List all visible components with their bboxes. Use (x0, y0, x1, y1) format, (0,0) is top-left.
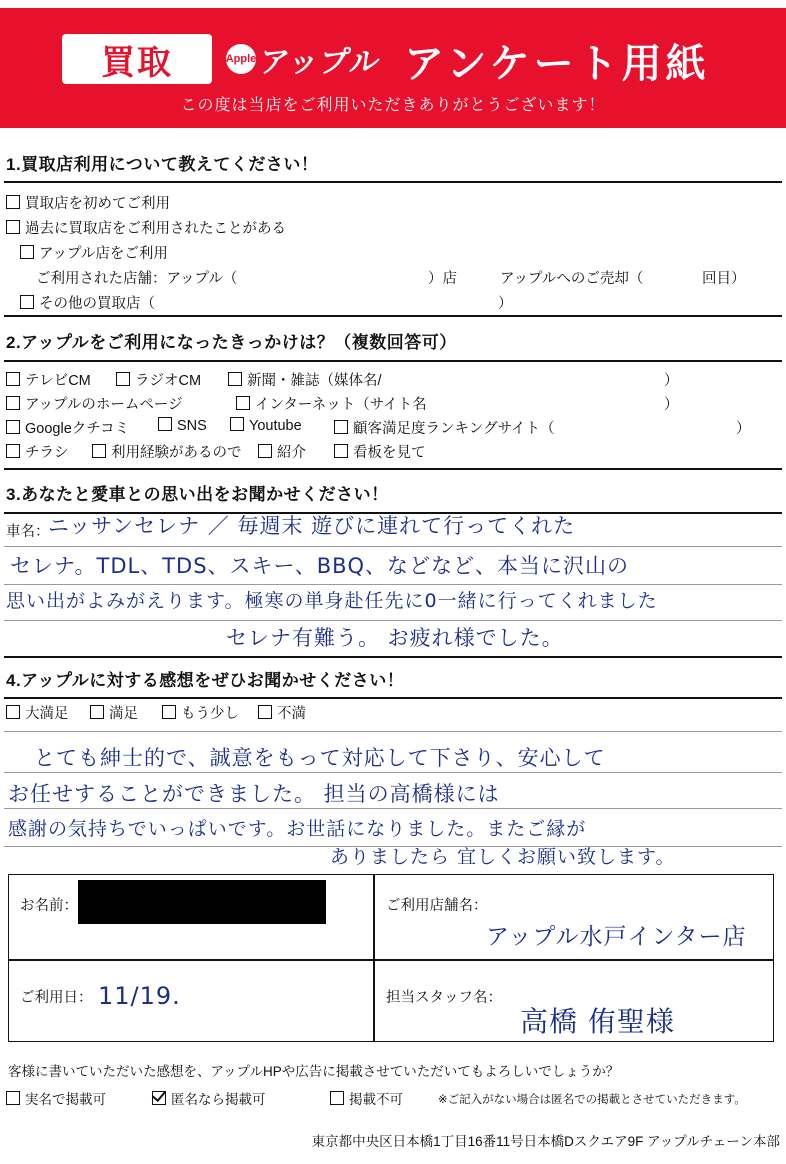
q2-option-signboard[interactable] (334, 441, 426, 462)
q2-option-sns[interactable] (158, 417, 207, 434)
q4-answer-line-4: ありましたら 宜しくお願い致します。 (330, 846, 676, 868)
q2-option-internet[interactable] (236, 393, 427, 414)
checkbox-icon[interactable] (334, 444, 348, 458)
q2-option-label: チラシ (25, 445, 69, 461)
consent-note: ※ご記入がない場合は匿名での掲載とさせていただきます。 (438, 1094, 746, 1106)
q2-option-referral[interactable] (258, 441, 306, 462)
checkbox-icon[interactable] (6, 1091, 20, 1105)
q4-divider (4, 697, 782, 699)
q1-heading: 1.買取店利用について教えてください！ (6, 155, 319, 174)
date-field-label: ご利用日： (20, 990, 93, 1006)
q2-option-label: 紹介 (277, 445, 306, 461)
checkbox-icon[interactable] (334, 420, 348, 434)
store-field-value: アップル水戸インター店 (486, 924, 747, 950)
consent-question: 客様に書いていただいた感想を、アップルHPや広告に掲載させていただいてもよろしいでしょうか？ (8, 1064, 620, 1079)
checkbox-icon[interactable] (6, 195, 20, 209)
q4-option-dissatisfied[interactable] (258, 702, 306, 723)
q4-option-label: 満足 (109, 706, 138, 722)
kaitori-badge-label: 買取 (101, 42, 173, 83)
q4-option-label: もう少し (181, 706, 239, 722)
apple-logo-mark: Apple (225, 53, 257, 65)
q1-option-first-time[interactable] (6, 192, 170, 213)
checkbox-icon[interactable] (90, 705, 104, 719)
q4-heading: 4.アップルに対する感想をぜひお聞かせください！ (6, 671, 405, 690)
q2-option-ranking-site[interactable] (334, 417, 555, 438)
checkbox-icon[interactable] (6, 396, 20, 410)
q3-rule-2 (4, 584, 782, 585)
consent-option-anonymous[interactable] (152, 1088, 266, 1108)
q3-answer-line-2: セレナ。TDL、TDS、スキー、BBQ、などなど、本当に沢山の (10, 554, 630, 578)
q1-option-label: アップル店をご利用 (39, 246, 168, 262)
q1-store-name-close: ）店 (428, 271, 457, 287)
q4-option-very-satisfied[interactable] (6, 702, 69, 723)
q2-option-newspaper[interactable] (228, 369, 382, 390)
q2-divider (4, 360, 782, 362)
checkbox-icon[interactable] (92, 444, 106, 458)
checkbox-icon[interactable] (330, 1091, 344, 1105)
checkbox-icon[interactable] (158, 417, 172, 431)
checkbox-icon[interactable] (258, 705, 272, 719)
checkbox-icon[interactable] (6, 220, 20, 234)
checkbox-icon[interactable] (20, 295, 34, 309)
q2-option-experience[interactable] (92, 441, 242, 462)
q4-answer-line-1: とても紳士的で、誠意をもって対応して下さり、安心して (34, 746, 606, 770)
q2-option-flyer[interactable] (6, 441, 69, 462)
header-banner (0, 8, 786, 128)
q4-answer-line-2: お任せすることができました。 担当の高橋様には (8, 782, 500, 806)
q3-answer-line-4: セレナ有難う。 お疲れ様でした。 (226, 626, 564, 650)
q1-option-label: 過去に買取店をご利用されたことがある (25, 221, 286, 237)
q3-car-name-label: 車名： (6, 524, 50, 540)
q4-option-label: 不満 (277, 706, 306, 722)
q2-option-tvcm[interactable] (6, 369, 91, 390)
q3-answer-line-1: ニッサンセレナ ／ 毎週末 遊びに連れて行ってくれた (48, 514, 576, 538)
q4-rule-2 (4, 808, 782, 809)
kaitori-badge (62, 34, 212, 84)
checkbox-icon[interactable] (236, 396, 250, 410)
q1-option-apple-store[interactable] (20, 242, 168, 263)
checkbox-icon[interactable] (162, 705, 176, 719)
q1-store-name-field[interactable] (36, 267, 237, 288)
q1-store-name-label: ご利用された店舗：アップル（ (36, 271, 238, 287)
store-field-label: ご利用店舗名： (386, 898, 488, 914)
q3-answer-line-3: 思い出がよみがえります。極寒の単身赴任先に0一緒に行ってくれました (6, 590, 658, 612)
checkbox-icon[interactable] (258, 444, 272, 458)
checkbox-icon[interactable] (228, 372, 242, 386)
q4-rule-1 (4, 772, 782, 773)
q2-option-label: 新聞・雑誌（媒体名/ (247, 373, 382, 389)
q2-option-radiocm[interactable] (116, 369, 201, 390)
q2-row1-close: ） (664, 373, 679, 389)
checkbox-icon[interactable] (230, 417, 244, 431)
q2-option-google-review[interactable] (6, 417, 129, 438)
checkbox-icon[interactable] (6, 420, 20, 434)
checkbox-icon[interactable] (6, 372, 20, 386)
q2-option-label: テレビCM (25, 373, 91, 389)
q2-option-label: 看板を見て (353, 445, 426, 461)
q2-option-homepage[interactable] (6, 393, 183, 414)
q1-bottom-divider (4, 315, 782, 317)
q1-sale-count-unit: 回目） (702, 271, 746, 287)
q2-bottom-divider (4, 468, 782, 470)
company-address: 東京都中央区日本橋1丁目16番11号日本橋Dスクエア9F アップルチェーン本部 (311, 1134, 780, 1149)
q2-option-label: Youtube (249, 418, 302, 434)
staff-field-value: 高橋 侑聖様 (520, 1005, 675, 1038)
q3-rule-1 (4, 546, 782, 547)
q1-sale-count-label: アップルへのご売却（ (500, 271, 644, 287)
banner-title: アンケート用紙 (404, 42, 710, 86)
q1-divider (4, 181, 782, 183)
q4-option-a-little-more[interactable] (162, 702, 239, 723)
q2-row3-close: ） (736, 421, 751, 437)
apple-logo (226, 34, 381, 84)
apple-logo-word: アップル (257, 46, 383, 79)
q2-option-label: 顧客満足度ランキングサイト（ (353, 421, 555, 437)
q1-option-label: 買取店を初めてご利用 (25, 196, 170, 212)
q3-rule-3 (4, 620, 782, 621)
q2-option-label: SNS (177, 418, 207, 434)
consent-option-label: 掲載不可 (349, 1092, 403, 1107)
q4-rule-0 (4, 731, 782, 732)
consent-option-label: 匿名なら掲載可 (171, 1092, 266, 1107)
apple-logo-icon (226, 44, 256, 74)
q1-option-used-before[interactable] (6, 217, 286, 238)
staff-field-label: 担当スタッフ名： (386, 990, 502, 1006)
consent-option-label: 実名で掲載可 (25, 1092, 106, 1107)
checkbox-icon[interactable] (6, 705, 20, 719)
name-redaction (78, 880, 326, 924)
checkbox-icon[interactable] (116, 372, 130, 386)
q2-option-youtube[interactable] (230, 417, 302, 434)
q1-option-other-close: ） (498, 296, 513, 312)
q1-option-other-store[interactable] (20, 292, 155, 313)
q2-option-label: アップルのホームページ (25, 397, 183, 413)
q4-option-satisfied[interactable] (90, 702, 138, 723)
date-field-value: 11/19. (98, 982, 181, 1010)
q4-answer-line-3: 感謝の気持ちでいっぱいです。お世話になりました。またご縁が (8, 818, 587, 840)
checkbox-icon[interactable] (6, 444, 20, 458)
q2-row2-close: ） (664, 397, 679, 413)
name-field-label: お名前： (20, 898, 78, 914)
checkbox-icon[interactable] (20, 245, 34, 259)
banner-subtitle: この度は当店をご利用いただきありがとうございます！ (180, 97, 606, 114)
q3-heading: 3.あなたと愛車との思い出をお聞かせください！ (6, 485, 389, 504)
checkbox-checked-icon[interactable] (152, 1091, 166, 1105)
q2-option-label: インターネット（サイト名 (255, 397, 427, 413)
q4-option-label: 大満足 (25, 706, 69, 722)
q2-option-label: ラジオCM (135, 373, 202, 389)
q2-heading: 2.アップルをご利用になったきっかけは？（複数回答可） (6, 333, 457, 352)
q2-option-label: Googleクチコミ (25, 421, 130, 437)
consent-option-real-name[interactable] (6, 1088, 106, 1108)
q1-option-label: その他の買取店（ (39, 296, 155, 312)
consent-option-no-publish[interactable] (330, 1088, 403, 1108)
q2-option-label: 利用経験があるので (111, 445, 242, 461)
q3-bottom-divider (4, 656, 782, 658)
